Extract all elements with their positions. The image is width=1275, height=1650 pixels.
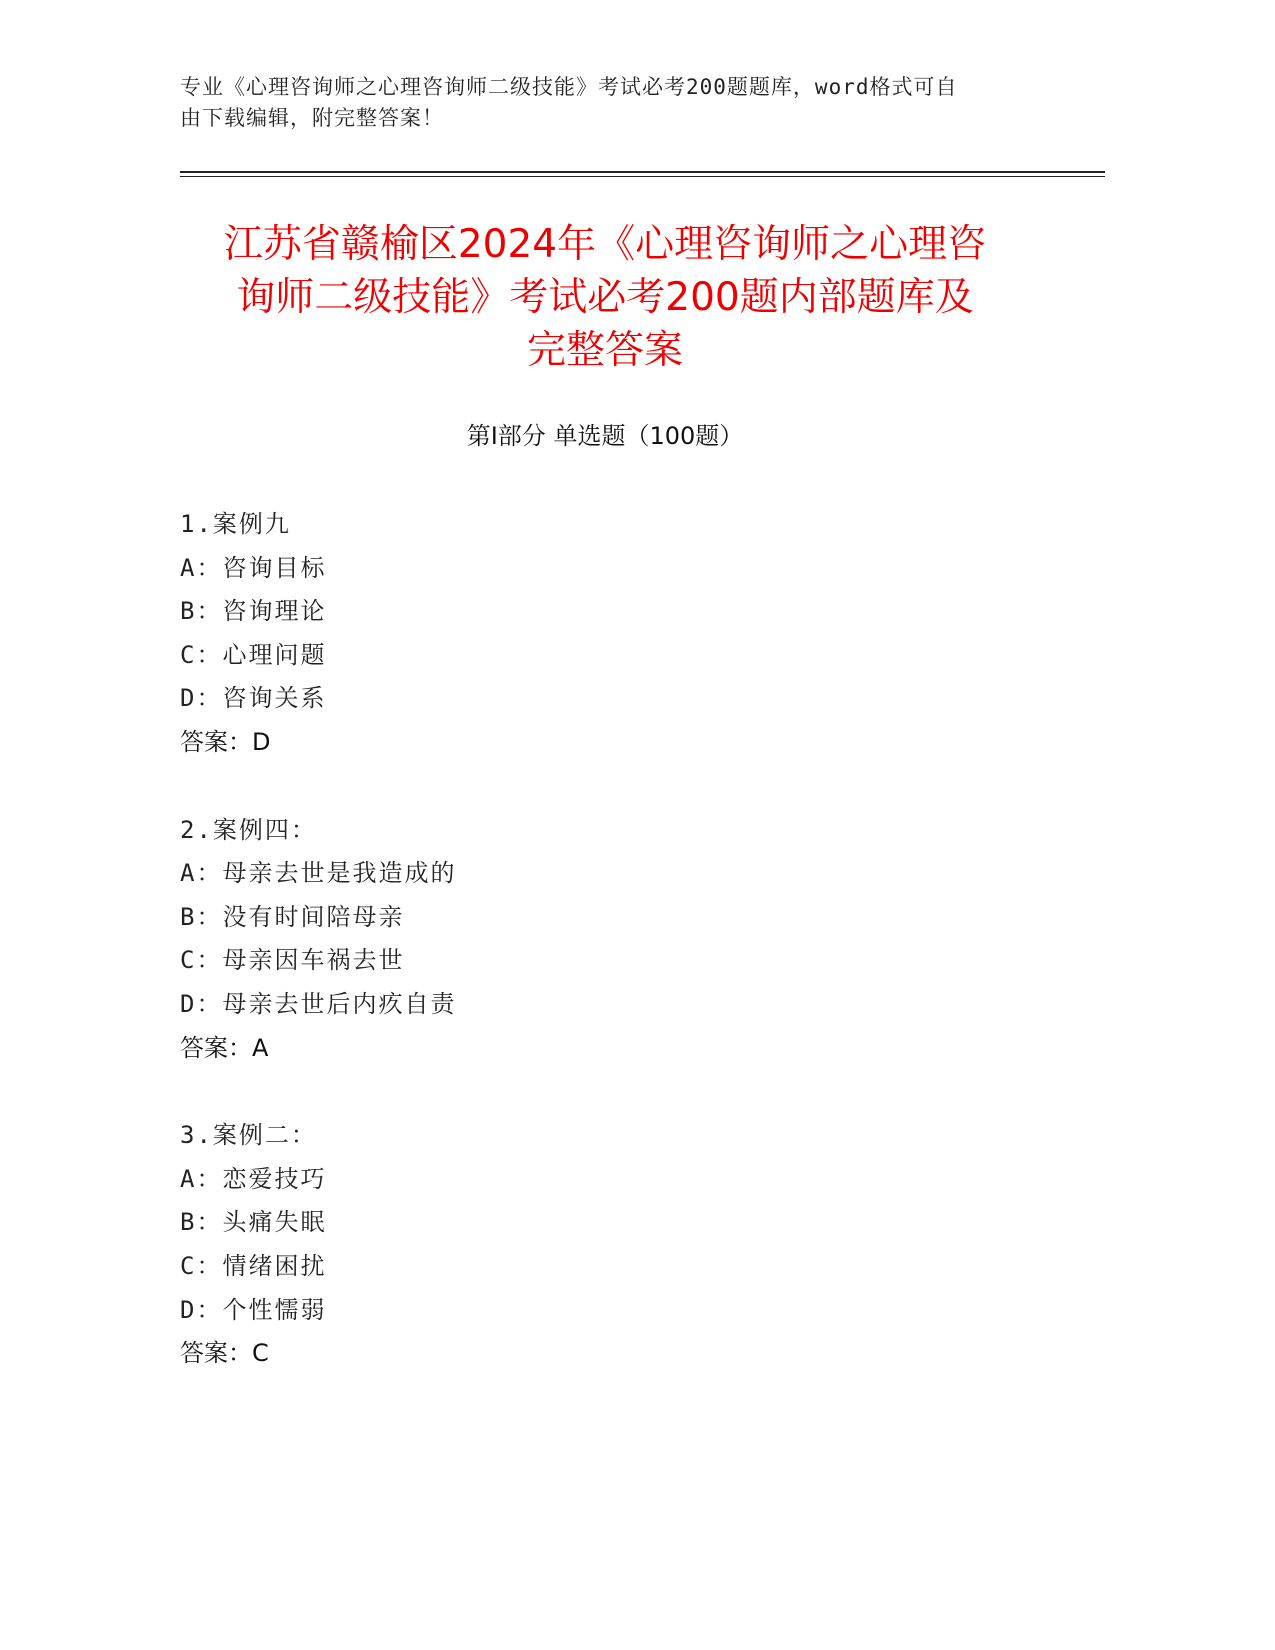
- title-line-2: 询师二级技能》考试必考200题内部题库及: [236, 275, 974, 320]
- header-rule-thick: [180, 171, 1105, 173]
- title-line-1: 江苏省赣榆区2024年《心理咨询师之心理咨: [223, 222, 987, 267]
- option-b: B：咨询理论: [180, 597, 327, 626]
- question-3: [180, 1114, 1080, 1376]
- option-d: D：咨询关系: [180, 684, 327, 713]
- question-1: [180, 503, 1080, 765]
- option-b: B：没有时间陪母亲: [180, 902, 405, 931]
- option-a: A：恋爱技巧: [180, 1164, 327, 1193]
- question-2: [180, 809, 1080, 1071]
- answer: 答案：C: [180, 1339, 269, 1368]
- header-rule-thin: [180, 176, 1105, 177]
- header-note-line-2: 由下载编辑，附完整答案！: [180, 106, 444, 130]
- option-c: C：心理问题: [180, 640, 327, 669]
- option-d: D：母亲去世后内疚自责: [180, 989, 457, 1018]
- header-note-line-1: 专业《心理咨询师之心理咨询师二级技能》考试必考200题题库，word格式可自: [180, 75, 958, 99]
- section-heading: 第Ⅰ部分 单选题（100题）: [466, 422, 744, 450]
- option-c: C：情绪困扰: [180, 1251, 327, 1280]
- question-stem: 2.案例四：: [180, 815, 317, 844]
- title-line-3: 完整答案: [526, 328, 683, 373]
- answer: 答案：D: [180, 727, 271, 756]
- question-stem: 3.案例二：: [180, 1121, 317, 1150]
- option-a: A：咨询目标: [180, 553, 327, 582]
- header-note: [180, 72, 1050, 134]
- question-stem: 1.案例九: [180, 510, 291, 538]
- answer: 答案：A: [180, 1033, 269, 1062]
- question-list: [180, 503, 1080, 1420]
- option-c: C：母亲因车祸去世: [180, 946, 405, 975]
- option-a: A：母亲去世是我造成的: [180, 859, 457, 888]
- option-b: B：头痛失眠: [180, 1208, 327, 1237]
- option-d: D：个性懦弱: [180, 1295, 327, 1324]
- document-title: [150, 218, 1060, 377]
